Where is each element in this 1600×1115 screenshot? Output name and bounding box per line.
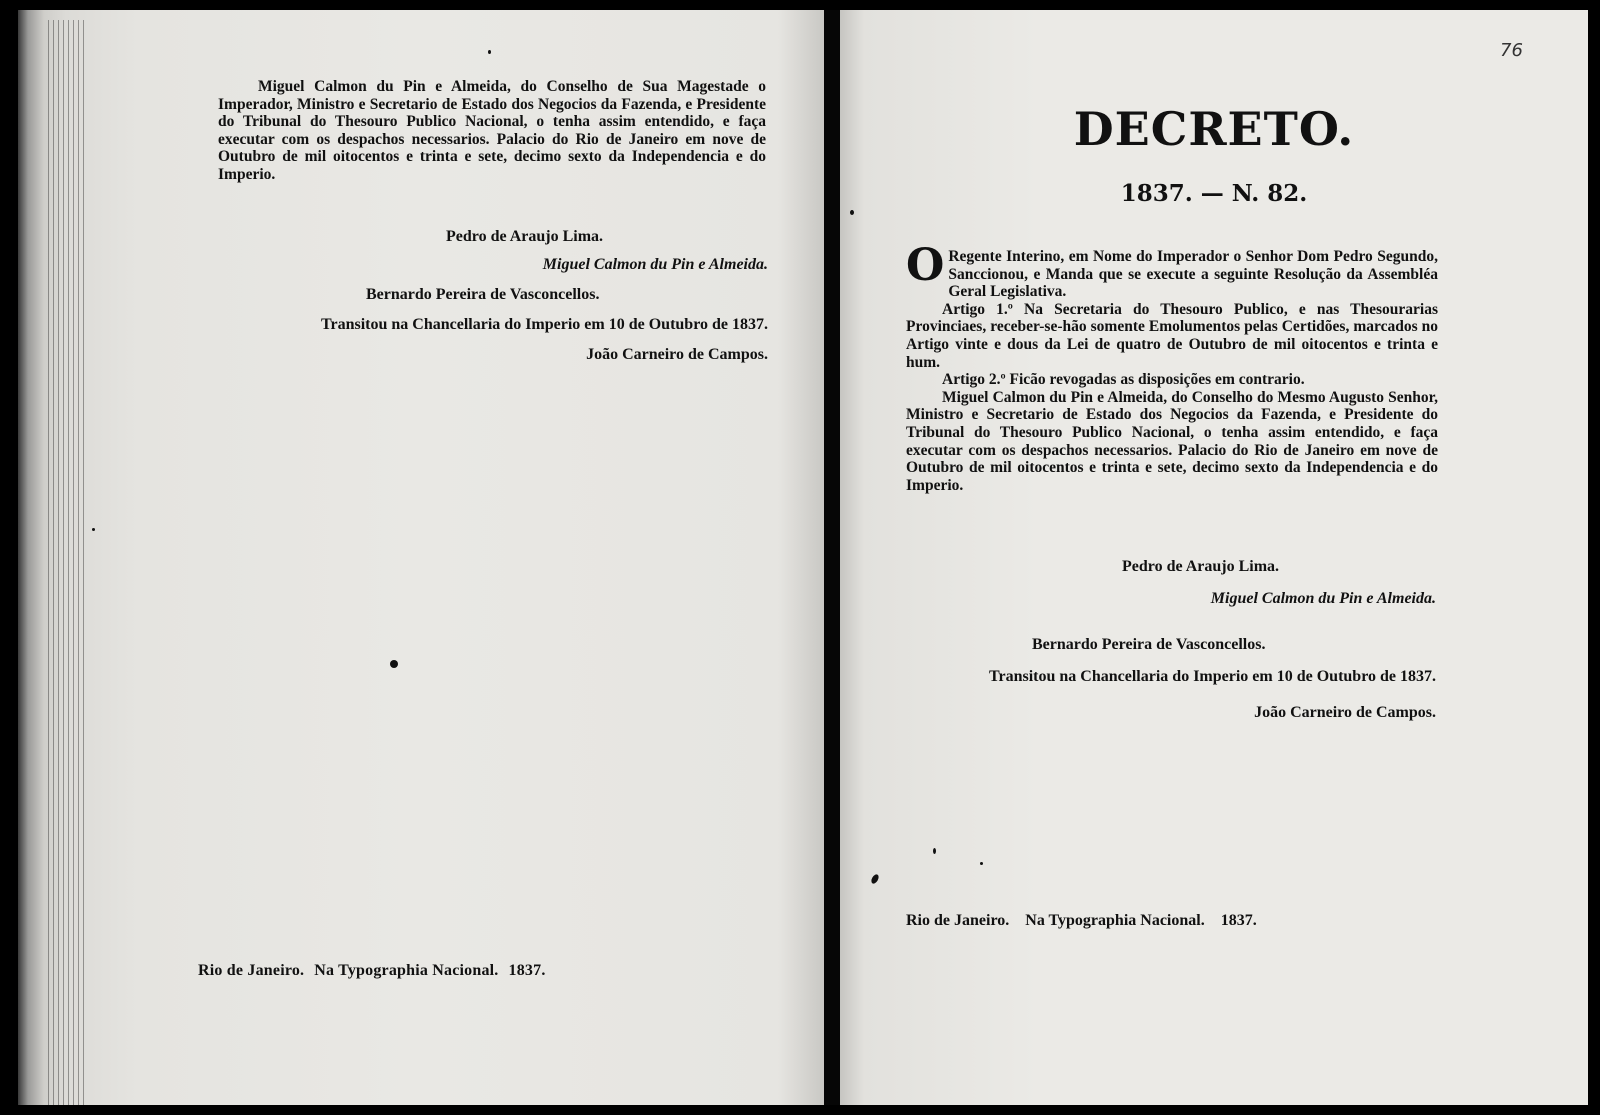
book-edge [48,20,88,1105]
ink-speck [488,50,491,54]
chancellery-note: Transitou na Chancellaria do Imperio em 10 de Outubro de 1837. [989,668,1436,685]
signature-bernardo: Bernardo Pereira de Vasconcellos. [366,286,600,303]
imprint-place: Rio de Janeiro. [906,912,1010,929]
signature-minister: Miguel Calmon du Pin e Almeida. [1210,590,1436,607]
left-imprint [198,962,556,980]
signature-joao: João Carneiro de Campos. [1254,704,1436,721]
signature-joao: João Carneiro de Campos. [586,346,768,363]
decree-body [906,240,1438,494]
drop-cap: O [906,240,945,291]
ink-speck [870,873,880,885]
left-signature-block [218,228,768,364]
decree-number: 1837. — N. 82. [1120,180,1308,207]
page-gutter [824,10,840,1105]
article-2: Artigo 2.º Ficão revogadas as disposições em contrario. [942,371,1305,389]
closing-paragraph-text: Miguel Calmon du Pin e Almeida, do Conselho de Sua Magestade o Imperador, Ministro e Secretario de Estado dos Negocios da Fazenda, e Presidente do Tribunal do Thesouro Publico Nacional, o tenha assim entendido, e faça executar com os despachos necessarios. Palacio do Rio de Janeiro em nove de Outubro de mil oitocentos e trinta e sete, decimo sexto da Independencia e do Imperio. [218,78,766,183]
ink-speck [92,528,95,531]
decree-opening [906,240,1438,301]
ink-speck [933,848,936,854]
imprint-year: 1837. [508,962,546,979]
imprint-printer: Na Typographia Nacional. [1025,912,1205,929]
signature-minister: Miguel Calmon du Pin e Almeida. [542,256,768,273]
signature-regent: Pedro de Araujo Lima. [446,228,604,245]
signature-regent: Pedro de Araujo Lima. [1122,558,1280,575]
chancellery-note: Transitou na Chancellaria do Imperio em 10 de Outubro de 1837. [321,316,768,333]
decree-title: DECRETO. [1073,102,1355,156]
left-closing-paragraph [218,78,766,183]
right-page [840,10,1588,1105]
ink-speck [390,660,398,668]
imprint-printer: Na Typographia Nacional. [314,962,499,979]
folio-number: 76 [1500,40,1523,61]
decree-opening-text: Regente Interino, em Nome do Imperador o Senhor Dom Pedro Segundo, Sanccionou, e Manda que se execute a seguinte Resolução da Assembléa Geral Legislativa. [948,248,1438,301]
article-1: Artigo 1.º Na Secretaria do Thesouro Publico, e nas Thesourarias Provinciaes, receber-se-hão somente Emolumentos pelas Certidões, marcados no Artigo vinte e dous da Lei de quatro de Outubro de mil oitocentos e trinta e hum. [906,300,1438,371]
signature-bernardo: Bernardo Pereira de Vasconcellos. [1032,636,1266,653]
closing-paragraph: Miguel Calmon du Pin e Almeida, do Conselho do Mesmo Augusto Senhor, Ministro e Secretario de Estado dos Negocios da Fazenda, e Presidente do Tribunal do Thesouro Publico Nacional, o tenha assim entendido, e faça executar com os despachos necessarios. Palacio do Rio de Janeiro em nove de Outubro de mil oitocentos e trinta e sete, decimo sexto da Independencia e do Imperio. [906,388,1438,494]
right-signature-block [906,558,1436,722]
imprint-year: 1837. [1220,912,1257,929]
ink-speck [850,210,854,215]
right-imprint [906,912,1273,930]
imprint-place: Rio de Janeiro. [198,962,305,979]
left-page [18,10,824,1105]
ink-speck [980,862,983,865]
